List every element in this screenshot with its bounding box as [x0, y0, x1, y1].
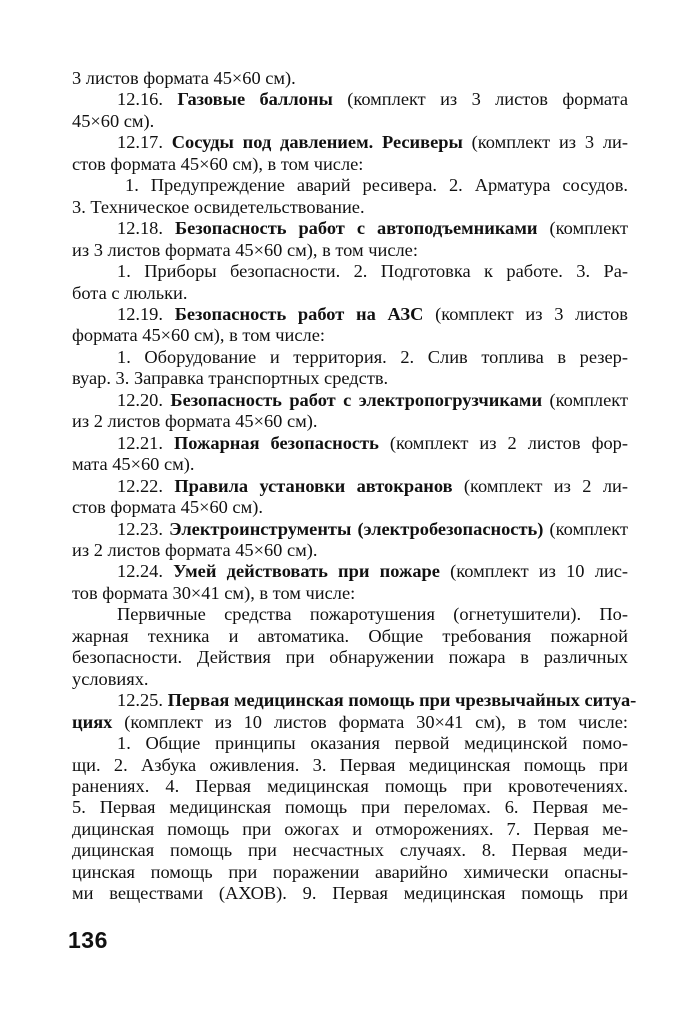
- text-line: [72, 154, 628, 175]
- text-line: [72, 132, 628, 153]
- body-text: (комплект: [537, 218, 628, 239]
- text-line: [72, 862, 628, 883]
- body-text: щи. 2. Азбука оживления. 3. Первая медицинская помощь при: [72, 754, 628, 775]
- text-line: [72, 261, 628, 282]
- text-line: [72, 840, 628, 861]
- body-text: мата 45×60 см).: [72, 454, 195, 475]
- body-text: 12.20.: [117, 389, 171, 410]
- body-text: 1. Оборудование и территория. 2. Слив топлива в резер-: [117, 346, 628, 367]
- body-text: 12.19.: [117, 303, 175, 324]
- text-line: [72, 283, 628, 304]
- body-text: 5. Первая медицинская помощь при переломах. 6. Первая ме-: [72, 797, 628, 818]
- body-text: ми веществами (АХОВ). 9. Первая медицинская помощь при: [72, 883, 628, 904]
- body-text: из 2 листов формата 45×60 см).: [72, 539, 318, 560]
- body-text: жарная техника и автоматика. Общие требования пожарной: [72, 625, 628, 646]
- body-text: формата 45×60 см), в том числе:: [72, 325, 325, 346]
- text-line: [72, 883, 628, 904]
- text-line: [72, 304, 628, 325]
- body-text: (комплект из 3 листов: [423, 303, 628, 324]
- bold-heading-text: Безопасность работ на АЗС: [174, 303, 424, 324]
- text-line: [72, 712, 628, 733]
- text-line: [72, 454, 628, 475]
- text-line: [72, 476, 628, 497]
- body-text: вуар. 3. Заправка транспортных средств.: [72, 368, 389, 389]
- body-text: 12.18.: [117, 218, 175, 239]
- body-text: (комплект из 2 листов фор-: [378, 432, 628, 453]
- text-line: [72, 175, 628, 196]
- text-line: [72, 497, 628, 518]
- text-line: [72, 519, 628, 540]
- body-text: 3 листов формата 45×60 см).: [72, 68, 296, 88]
- body-text: (комплект из 2 ли-: [452, 475, 629, 496]
- text-line: [72, 561, 628, 582]
- body-text: безопасности. Действия при обнаружении пожара в различных: [72, 647, 628, 668]
- text-line: [72, 68, 628, 89]
- body-text: 12.25.: [117, 690, 168, 711]
- body-text: условиях.: [72, 668, 149, 689]
- bold-heading-text: Безопасность работ с автоподъемниками: [174, 218, 538, 239]
- body-text: дицинская помощь при ожогах и отморожениях. 7. Первая ме-: [72, 818, 628, 839]
- body-text: из 2 листов формата 45×60 см).: [72, 411, 318, 432]
- text-line: [72, 604, 628, 625]
- text-line: [72, 433, 628, 454]
- body-text: стов формата 45×60 см).: [72, 497, 263, 518]
- body-text: 12.24.: [117, 561, 174, 582]
- bold-heading-text: Безопасность работ с электропогрузчиками: [170, 389, 543, 410]
- body-text: из 3 листов формата 45×60 см), в том числе:: [72, 239, 418, 260]
- text-line: [72, 690, 637, 711]
- body-text: 12.22.: [117, 475, 175, 496]
- body-text: (комплект из 3 ли-: [462, 132, 629, 153]
- text-line: [72, 819, 628, 840]
- text-line: [72, 325, 628, 346]
- body-text: (комплект: [542, 389, 629, 410]
- text-line: [72, 669, 628, 690]
- page-body: [72, 68, 637, 905]
- bold-heading-text: Правила установки автокранов: [174, 475, 453, 496]
- body-text: цинская помощь при поражении аварийно химически опасны-: [72, 861, 628, 882]
- text-line: [72, 197, 628, 218]
- body-text: 12.23.: [117, 518, 170, 539]
- body-text: (комплект из 10 листов формата 30×41 см), в том числе:: [112, 711, 628, 732]
- body-text: стов формата 45×60 см), в том числе:: [72, 153, 364, 174]
- text-line: [72, 755, 628, 776]
- text-line: [72, 583, 628, 604]
- body-text: (комплект из 3 листов формата: [332, 89, 629, 110]
- bold-heading-text: циях: [72, 711, 113, 732]
- text-line: [72, 540, 628, 561]
- text-line: [72, 89, 628, 110]
- body-text: дицинская помощь при несчастных случаях. 8. Первая меди-: [72, 840, 628, 861]
- text-line: [72, 111, 628, 132]
- body-text: 45×60 см).: [72, 110, 155, 131]
- text-line: [72, 797, 628, 818]
- body-text: (комплект: [543, 518, 628, 539]
- text-line: [72, 626, 628, 647]
- text-line: [72, 647, 628, 668]
- body-text: (комплект из 10 лис-: [439, 561, 628, 582]
- text-line: [72, 240, 628, 261]
- body-text: бота с люльки.: [72, 282, 188, 303]
- bold-heading-text: Сосуды под давлением. Ресиверы: [171, 132, 463, 153]
- body-text: тов формата 30×41 см), в том числе:: [72, 582, 356, 603]
- body-text: Первичные средства пожаротушения (огнетушители). По-: [117, 604, 628, 625]
- text-line: [72, 390, 628, 411]
- text-line: [72, 368, 628, 389]
- text-line: [72, 218, 628, 239]
- bold-heading-text: Электроинструменты (электробезопасность): [169, 518, 544, 539]
- body-text: 1. Приборы безопасности. 2. Подготовка к работе. 3. Ра-: [117, 261, 628, 282]
- body-text: 12.16.: [117, 89, 178, 110]
- body-text: 12.21.: [117, 432, 174, 453]
- text-line: [72, 411, 628, 432]
- bold-heading-text: Пожарная безопасность: [174, 432, 379, 453]
- page-number: 136: [68, 927, 108, 953]
- text-line: [72, 347, 628, 368]
- text-line: [72, 776, 628, 797]
- text-line: [72, 733, 628, 754]
- bold-heading-text: Первая медицинская помощь при чрезвычайных ситуа-: [167, 690, 637, 711]
- body-text: 3. Техническое освидетельствование.: [72, 196, 365, 217]
- body-text: 1. Предупреждение аварий ресивера. 2. Арматура сосудов.: [125, 175, 628, 196]
- bold-heading-text: Газовые баллоны: [177, 89, 333, 110]
- bold-heading-text: Умей действовать при пожаре: [173, 561, 440, 582]
- body-text: 12.17.: [117, 132, 172, 153]
- body-text: ранениях. 4. Первая медицинская помощь при кровотечениях.: [72, 775, 628, 796]
- body-text: 1. Общие принципы оказания первой медицинской помо-: [117, 733, 628, 754]
